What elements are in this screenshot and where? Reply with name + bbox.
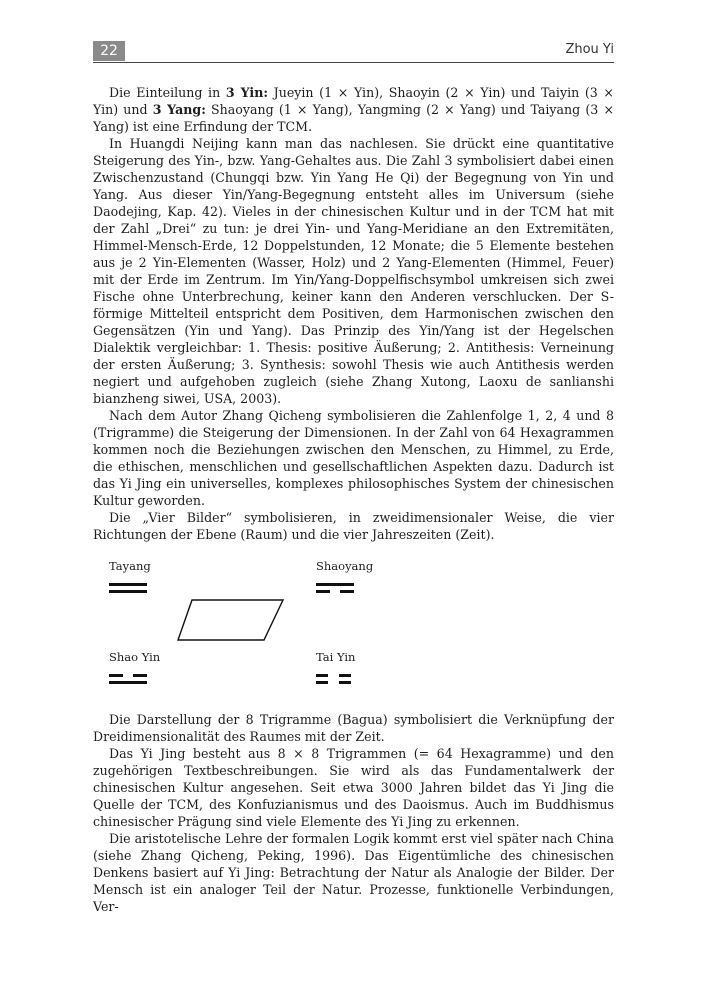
paragraph-three-yin-yang [93,84,614,135]
body-text-bottom [93,711,614,915]
page-header [93,40,614,63]
page-number: 22 [93,41,125,61]
label-shaoyang: Shaoyang [316,559,374,573]
label-tayang: Tayang [109,559,151,573]
label-shao-yin: Shao Yin [109,650,161,664]
parallelogram-shape [173,596,288,646]
paragraph-yi-jing: Das Yi Jing besteht aus 8 × 8 Trigrammen (= 64 Hexagramme) und den zugehörigen Textbeschreibungen. Sie wird als das Fundamentalwerk der chinesischen Kultur angesehen. Seit etwa 3000 Jahren bildet das Yi Jing die Quelle der TCM, des Konfuzianismus und des Daoismus. Auch im Buddhismus chinesischer Prägung sind viele Elemente des Yi Jing zu erkennen. [93,746,614,829]
p1-text-e: Shaoyang (1 × Yang), Yangming (2 × Yang) und Taiyang (3 × Yang) ist eine Erfindung der TCM. [93,102,615,134]
p1-bold-yin: 3 Yin: [225,85,269,100]
four-images-diagram [93,548,493,698]
p1-text-c: Jueyin (1 × Yin), Shaoyin (2 × Yin) und Taiyin (3 × Yin) und [93,85,614,117]
paragraph-aristotelian-logic: Die aristotelische Lehre der formalen Logik kommt erst viel später nach China (siehe Zhang Qicheng, Peking, 1996). Das Eigentümliche des chinesischen Denkens basiert auf Yi Jing: Betrachtung der Natur als Analogie der Bilder. Der Mensch ist ein analoger Teil der Natur. Prozesse, funktionelle Verbindungen, Ver- [93,831,614,914]
label-tai-yin: Tai Yin [316,650,356,664]
p1-bold-yang: 3 Yang: [152,102,206,117]
paragraph-vier-bilder: Die „Vier Bilder“ symbolisieren, in zweidimensionaler Weise, die vier Richtungen der Ebene (Raum) und die vier Jahreszeiten (Zeit). [93,510,614,542]
paragraph-bagua: Die Darstellung der 8 Trigramme (Bagua) symbolisiert die Verknüpfung der Dreidimensionalität des Raumes mit der Zeit. [93,712,614,744]
body-text-top [93,84,614,543]
running-title: Zhou Yi [565,42,614,57]
p1-text-a: Die Einteilung in [109,85,226,100]
paragraph-huangdi-neijing: In Huangdi Neijing kann man das nachlesen. Sie drückt eine quantitative Steigerung des Yin-, bzw. Yang-Gehaltes aus. Die Zahl 3 symbolisiert dabei einen Zwischenzustand (Chungqi bzw. Yin Yang He Qi) der Begegnung von Yin und Yang. Aus dieser Yin/Yang-Begegnung entsteht alles im Universum (siehe Daodejing, Kap. 42). Vieles in der chinesischen Kultur und in der TCM hat mit der Zahl „Drei“ zu tun: je drei Yin- und Yang-Meridiane an den Extremitäten, Himmel-Mensch-Erde, 12 Doppelstunden, 12 Monate; die 5 Elemente bestehen aus je 2 Yin-Elementen (Wasser, Holz) und 2 Yang-Elementen (Himmel, Feuer) mit der Erde im Zentrum. Im Yin/Yang-Doppelfischsymbol umkreisen sich zwei Fische ohne Unterbrechung, keiner kann den Anderen verschlucken. Der S-förmige Mittelteil entspricht dem Positiven, dem Harmonischen zwischen den Gegensätzen (Yin und Yang). Das Prinzip des Yin/Yang ist der Hegelschen Dialektik vergleichbar: 1. Thesis: positive Äußerung; 2. Antithesis: Verneinung der ersten Äußerung; 3. Synthesis: sowohl Thesis wie auch Antithesis werden negiert und aufgehoben zugleich (siehe Zhang Xutong, Laoxu de sanlianshi bianzheng siwei, USA, 2003). [93,136,614,406]
paragraph-zhang-qicheng: Nach dem Autor Zhang Qicheng symbolisieren die Zahlenfolge 1, 2, 4 und 8 (Trigramme) die Steigerung der Dimensionen. In der Zahl von 64 Hexagrammen kommen noch die Beziehungen zwischen den Menschen, zu Himmel, zu Erde, die ethischen, menschlichen und gesellschaftlichen Aspekten dazu. Dadurch ist das Yi Jing ein universelles, komplexes philosophisches System der chinesischen Kultur geworden. [93,408,614,508]
